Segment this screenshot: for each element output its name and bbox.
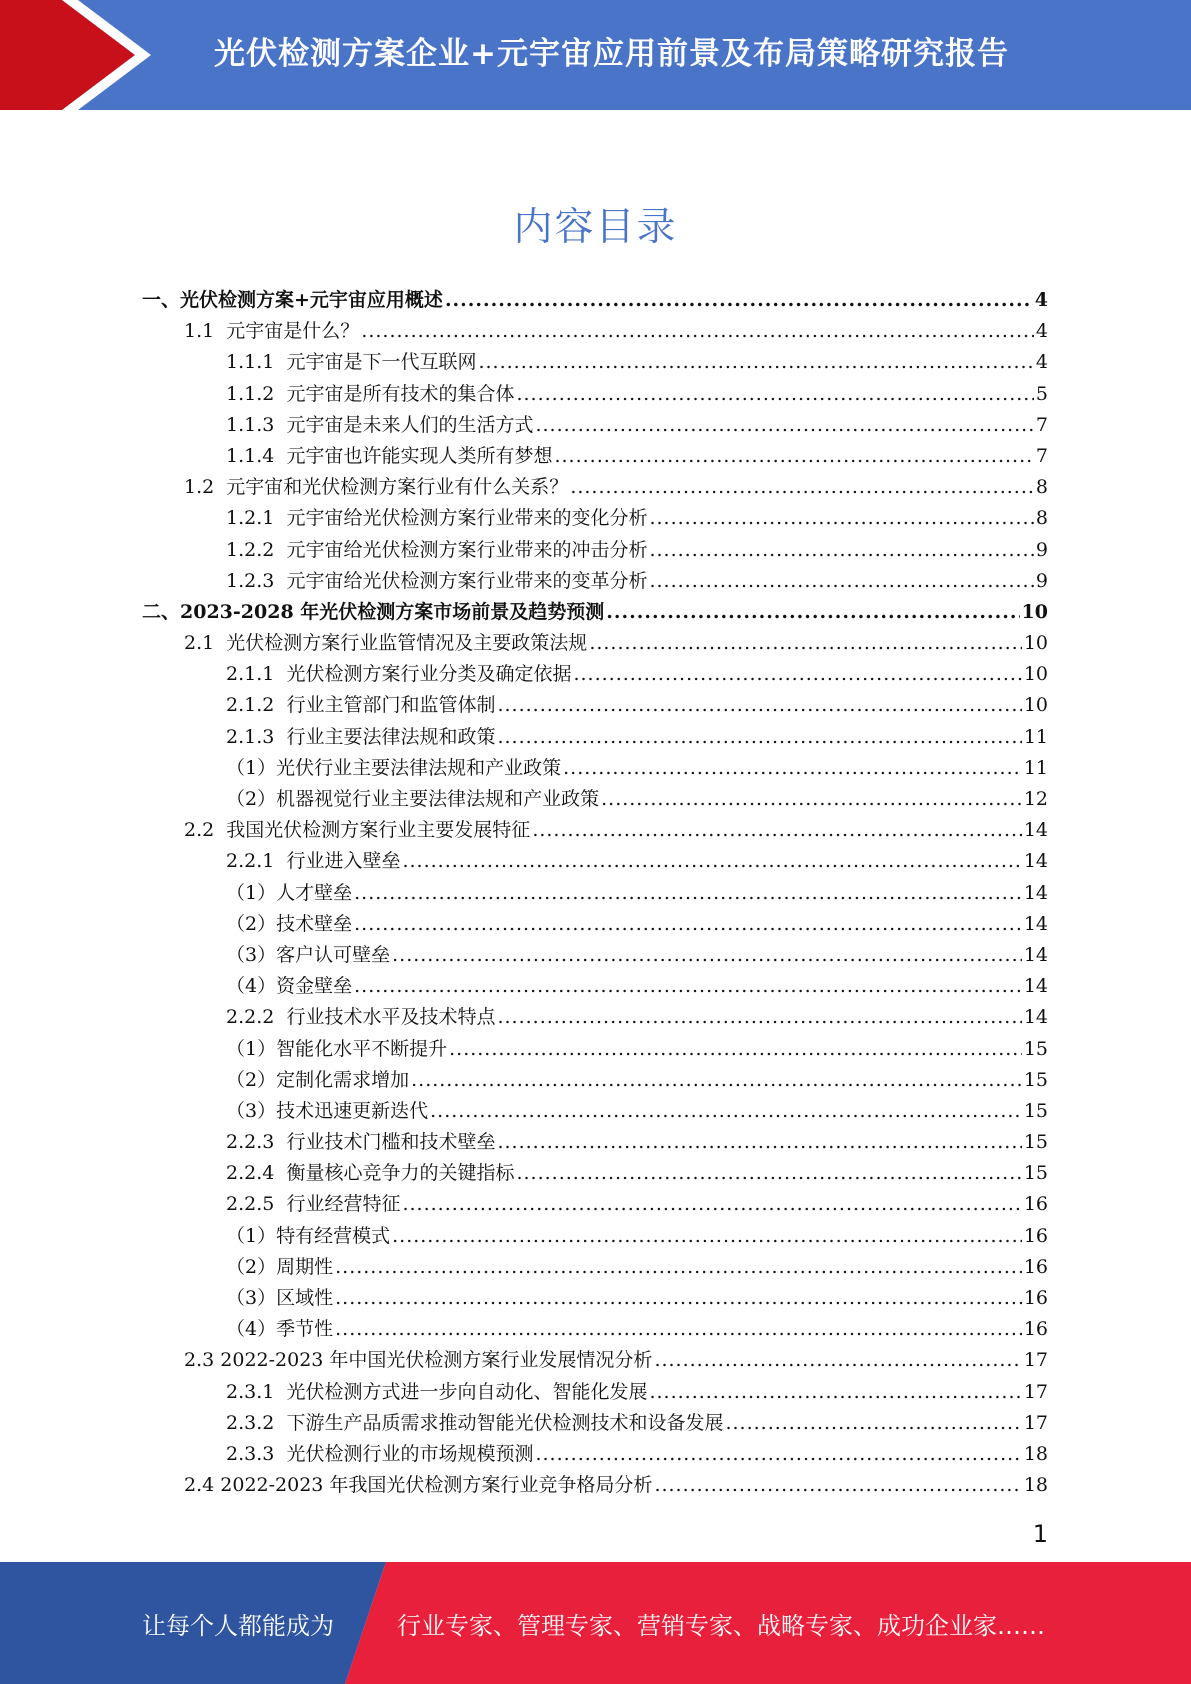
toc-entry-title: 元宇宙和光伏检测方案行业有什么关系？	[226, 476, 569, 499]
toc-entry-number: 1.2	[184, 476, 227, 499]
page-header	[0, 0, 1191, 110]
toc-dot-leader	[649, 535, 1033, 566]
toc-entry-page: 15	[1023, 1131, 1048, 1154]
toc-entry[interactable]	[0, 784, 1191, 815]
toc-entry-title: 季节性	[276, 1318, 334, 1341]
toc-entry[interactable]	[0, 1408, 1191, 1439]
toc-dot-leader	[497, 1002, 1021, 1033]
toc-entry[interactable]	[0, 1283, 1191, 1314]
toc-entry-title: 2022-2023 年中国光伏检测方案行业发展情况分析	[220, 1349, 653, 1372]
toc-dot-leader	[445, 285, 1033, 316]
toc-dot-leader	[361, 316, 1034, 347]
toc-dot-leader	[535, 1439, 1021, 1470]
toc-entry-title: 行业进入壁垒	[286, 850, 401, 873]
toc-entry-title: 光伏行业主要法律法规和产业政策	[276, 756, 562, 779]
toc-entry-number: 二、	[142, 600, 181, 623]
toc-dot-leader	[354, 971, 1022, 1002]
toc-entry-title: 区域性	[276, 1287, 334, 1309]
toc-entry-page: 14	[1023, 975, 1048, 998]
toc-entry[interactable]	[0, 441, 1191, 472]
toc-entry-page: 10	[1023, 632, 1048, 655]
toc-entry-number: （2）	[226, 1068, 277, 1091]
toc-entry[interactable]	[0, 846, 1191, 877]
toc-entry-number: （1）	[226, 881, 277, 904]
toc-entry-title: 元宇宙是下一代互联网	[286, 351, 477, 374]
toc-entry-number: 2.2.3	[226, 1131, 287, 1154]
toc-entry-page: 15	[1023, 1162, 1048, 1185]
toc-entry-page: 4	[1034, 289, 1048, 311]
toc-entry-number: 2.1	[184, 632, 227, 655]
toc-dot-leader	[478, 347, 1033, 378]
toc-dot-leader	[601, 784, 1022, 815]
toc-entry-page: 9	[1035, 569, 1048, 592]
toc-entry[interactable]	[0, 1158, 1191, 1189]
toc-entry[interactable]	[0, 410, 1191, 441]
toc-entry[interactable]	[0, 1221, 1191, 1252]
toc-entry-title: 2022-2023 年我国光伏检测方案行业竞争格局分析	[220, 1474, 653, 1497]
toc-entry-page: 17	[1023, 1380, 1048, 1403]
toc-entry-number: （4）	[226, 1318, 277, 1341]
toc-entry-number: （3）	[226, 1099, 277, 1122]
toc-entry-number: （1）	[226, 1224, 277, 1247]
toc-entry[interactable]	[0, 472, 1191, 503]
toc-entry[interactable]	[0, 1345, 1191, 1376]
toc-entry[interactable]	[0, 503, 1191, 534]
toc-entry-number: 1.1.1	[226, 351, 287, 374]
toc-entry-title: 元宇宙是什么？	[226, 320, 360, 343]
toc-entry-number: 2.2.2	[226, 1006, 287, 1029]
toc-entry-number: 2.1.2	[226, 694, 287, 717]
toc-dot-leader	[654, 1470, 1021, 1501]
toc-entry-page: 5	[1035, 382, 1048, 405]
toc-entry[interactable]	[0, 379, 1191, 410]
toc-entry[interactable]	[0, 1439, 1191, 1470]
toc-entry-number: 2.2.4	[226, 1162, 287, 1185]
toc-entry-number: （2）	[226, 788, 277, 810]
toc-dot-leader	[335, 1283, 1022, 1314]
toc-entry-title: 元宇宙是未来人们的生活方式	[286, 413, 534, 436]
toc-entry-page: 10	[1023, 694, 1048, 717]
toc-dot-leader	[497, 690, 1021, 721]
toc-entry[interactable]	[0, 347, 1191, 378]
toc-entry-number: （1）	[226, 1037, 277, 1060]
toc-entry-number: 1.1.3	[226, 413, 287, 436]
toc-entry-title: 光伏检测方案行业分类及确定依据	[286, 663, 572, 686]
toc-entry[interactable]	[0, 1189, 1191, 1220]
toc-entry-page: 18	[1023, 1442, 1048, 1465]
toc-entry[interactable]	[0, 1034, 1191, 1065]
header-title: 光伏检测方案企业+元宇宙应用前景及布局策略研究报告	[214, 36, 1009, 72]
toc-dot-leader	[554, 441, 1033, 472]
toc-dot-leader	[725, 1408, 1021, 1439]
toc-entry-title: 行业经营特征	[286, 1193, 401, 1216]
toc-dot-leader	[589, 628, 1022, 659]
toc-entry-title: 元宇宙给光伏检测方案行业带来的变革分析	[286, 569, 648, 592]
toc-entry-title: 技术迅速更新迭代	[276, 1099, 429, 1122]
toc-dot-leader	[335, 1314, 1022, 1345]
toc-entry-title: 行业主管部门和监管体制	[286, 694, 496, 717]
toc-dot-leader	[335, 1252, 1022, 1283]
toc-dot-leader	[535, 410, 1033, 441]
toc-entry-number: （2）	[226, 1255, 277, 1278]
toc-entry-number: 1.1.2	[226, 382, 287, 405]
toc-entry[interactable]	[0, 316, 1191, 347]
toc-entry-page: 7	[1035, 413, 1048, 436]
toc-entry-page: 16	[1023, 1255, 1048, 1278]
toc-dot-leader	[354, 878, 1022, 909]
toc-dot-leader	[411, 1065, 1022, 1096]
toc-entry[interactable]	[0, 285, 1191, 316]
toc-entry-title: 光伏检测行业的市场规模预测	[286, 1442, 534, 1465]
toc-entry[interactable]	[0, 722, 1191, 753]
toc-entry[interactable]	[0, 940, 1191, 971]
toc-dot-leader	[449, 1034, 1022, 1065]
toc-dot-leader	[570, 472, 1034, 503]
toc-entry-title: 智能化水平不断提升	[276, 1037, 448, 1060]
toc-entry-page: 14	[1023, 819, 1048, 842]
toc-entry-page: 9	[1035, 538, 1048, 561]
toc-dot-leader	[402, 846, 1021, 877]
toc-entry-page: 14	[1023, 1006, 1048, 1029]
toc-entry-page: 16	[1023, 1287, 1048, 1309]
toc-entry-page: 16	[1023, 1224, 1048, 1247]
toc-entry-page: 16	[1023, 1193, 1048, 1216]
toc-entry-title: 元宇宙给光伏检测方案行业带来的冲击分析	[286, 538, 648, 561]
toc-entry[interactable]	[0, 815, 1191, 846]
toc-entry[interactable]	[0, 971, 1191, 1002]
toc-entry-title: 元宇宙也许能实现人类所有梦想	[286, 444, 553, 467]
toc-dot-leader	[516, 379, 1033, 410]
page-footer	[0, 1562, 1191, 1684]
toc-entry-page: 11	[1023, 725, 1048, 748]
toc-entry-number: 2.3	[184, 1349, 221, 1372]
toc-entry[interactable]	[0, 1065, 1191, 1096]
footer-slogan-left: 让每个人都能成为	[142, 1612, 334, 1640]
toc-entry-page: 17	[1023, 1411, 1048, 1434]
toc-entry-number: 1.2.1	[226, 507, 287, 530]
toc-entry-number: 2.2	[184, 819, 227, 842]
toc-dot-leader	[649, 503, 1033, 534]
toc-dot-leader	[430, 1096, 1022, 1127]
toc-entry-title: 行业技术水平及技术特点	[286, 1006, 496, 1029]
toc-entry[interactable]	[0, 1002, 1191, 1033]
toc-entry-number: 一、	[142, 289, 181, 311]
toc-entry-page: 12	[1023, 788, 1048, 810]
toc-list	[0, 285, 1191, 1501]
toc-entry-page: 10	[1023, 663, 1048, 686]
toc-entry-title: 特有经营模式	[276, 1224, 391, 1247]
toc-dot-leader	[392, 1221, 1022, 1252]
toc-entry-page: 16	[1023, 1318, 1048, 1341]
toc-entry-page: 7	[1035, 444, 1048, 467]
toc-entry[interactable]	[0, 690, 1191, 721]
toc-entry[interactable]	[0, 753, 1191, 784]
toc-entry-title: 光伏检测方式进一步向自动化、智能化发展	[286, 1380, 648, 1403]
toc-entry-number: 2.3.2	[226, 1411, 287, 1434]
toc-entry[interactable]	[0, 1096, 1191, 1127]
toc-entry-page: 10	[1021, 600, 1048, 623]
toc-entry-page: 11	[1023, 756, 1048, 779]
toc-entry-number: 2.3.1	[226, 1380, 287, 1403]
page-number: 1	[1032, 1520, 1048, 1548]
toc-entry-title: 周期性	[276, 1255, 334, 1278]
toc-entry-title: 定制化需求增加	[276, 1068, 410, 1091]
toc-entry-number: 1.1.4	[226, 444, 287, 467]
toc-entry-page: 8	[1035, 476, 1048, 499]
toc-entry-title: 资金壁垒	[276, 975, 353, 998]
toc-entry-title: 2023-2028 年光伏检测方案市场前景及趋势预测	[180, 600, 605, 623]
toc-entry-page: 4	[1035, 351, 1048, 374]
toc-entry-number: 1.2.2	[226, 538, 287, 561]
toc-dot-leader	[649, 566, 1033, 597]
toc-dot-leader	[573, 659, 1021, 690]
toc-entry-number: （1）	[226, 756, 277, 779]
toc-entry-number: （4）	[226, 975, 277, 998]
toc-dot-leader	[497, 722, 1021, 753]
toc-dot-leader	[649, 1377, 1021, 1408]
toc-entry-number: 2.2.5	[226, 1193, 287, 1216]
toc-entry[interactable]	[0, 535, 1191, 566]
toc-entry-number: 2.2.1	[226, 850, 287, 873]
toc-entry[interactable]	[0, 1252, 1191, 1283]
toc-dot-leader	[532, 815, 1022, 846]
toc-entry[interactable]	[0, 1470, 1191, 1501]
footer-slogan-right: 行业专家、管理专家、营销专家、战略专家、成功企业家……	[397, 1612, 1045, 1640]
toc-entry-page: 14	[1023, 850, 1048, 873]
toc-entry-title: 客户认可壁垒	[276, 943, 391, 966]
toc-entry[interactable]	[0, 628, 1191, 659]
toc-entry-title: 元宇宙是所有技术的集合体	[286, 382, 515, 405]
toc-entry-title: 行业主要法律法规和政策	[286, 725, 496, 748]
toc-dot-leader	[497, 1127, 1021, 1158]
toc-entry-title: 下游生产品质需求推动智能光伏检测技术和设备发展	[286, 1411, 724, 1434]
toc-entry[interactable]	[0, 1314, 1191, 1345]
toc-entry-page: 15	[1023, 1068, 1048, 1091]
toc-entry[interactable]	[0, 1127, 1191, 1158]
toc-entry[interactable]	[0, 909, 1191, 940]
toc-entry-page: 14	[1023, 912, 1048, 935]
toc-entry-title: 人才壁垒	[276, 881, 353, 904]
toc-entry-number: 2.1.1	[226, 663, 287, 686]
toc-entry[interactable]	[0, 1377, 1191, 1408]
toc-entry-title: 机器视觉行业主要法律法规和产业政策	[276, 788, 600, 810]
toc-dot-leader	[392, 940, 1022, 971]
toc-entry-number: 1.2.3	[226, 569, 287, 592]
toc-entry[interactable]	[0, 566, 1191, 597]
toc-entry[interactable]	[0, 597, 1191, 628]
toc-entry[interactable]	[0, 659, 1191, 690]
toc-dot-leader	[354, 909, 1022, 940]
toc-entry-title: 光伏检测方案+元宇宙应用概述	[180, 289, 443, 311]
toc-entry-page: 15	[1023, 1099, 1048, 1122]
toc-dot-leader	[563, 753, 1022, 784]
toc-entry-page: 4	[1035, 320, 1048, 343]
toc-entry-page: 8	[1035, 507, 1048, 530]
toc-entry-title: 我国光伏检测方案行业主要发展特征	[226, 819, 531, 842]
toc-entry-page: 18	[1023, 1474, 1048, 1497]
toc-dot-leader	[606, 597, 1019, 628]
toc-entry-number: （3）	[226, 1287, 277, 1309]
toc-entry-number: 2.1.3	[226, 725, 287, 748]
toc-entry-number: （3）	[226, 943, 277, 966]
toc-dot-leader	[654, 1345, 1021, 1376]
toc-entry-number: （2）	[226, 912, 277, 935]
toc-entry-title: 技术壁垒	[276, 912, 353, 935]
toc-entry-page: 15	[1023, 1037, 1048, 1060]
toc-entry-title: 行业技术门槛和技术壁垒	[286, 1131, 496, 1154]
toc-entry-number: 1.1	[184, 320, 227, 343]
toc-dot-leader	[402, 1189, 1021, 1220]
toc-entry-title: 衡量核心竞争力的关键指标	[286, 1162, 515, 1185]
toc-entry[interactable]	[0, 878, 1191, 909]
toc-entry-number: 2.3.3	[226, 1442, 287, 1465]
toc-entry-page: 14	[1023, 943, 1048, 966]
toc-entry-page: 14	[1023, 881, 1048, 904]
toc-heading: 内容目录	[513, 205, 678, 250]
toc-entry-title: 光伏检测方案行业监管情况及主要政策法规	[226, 632, 588, 655]
toc-entry-title: 元宇宙给光伏检测方案行业带来的变化分析	[286, 507, 648, 530]
toc-entry-page: 17	[1023, 1349, 1048, 1372]
toc-dot-leader	[516, 1158, 1021, 1189]
toc-entry-number: 2.4	[184, 1474, 221, 1497]
